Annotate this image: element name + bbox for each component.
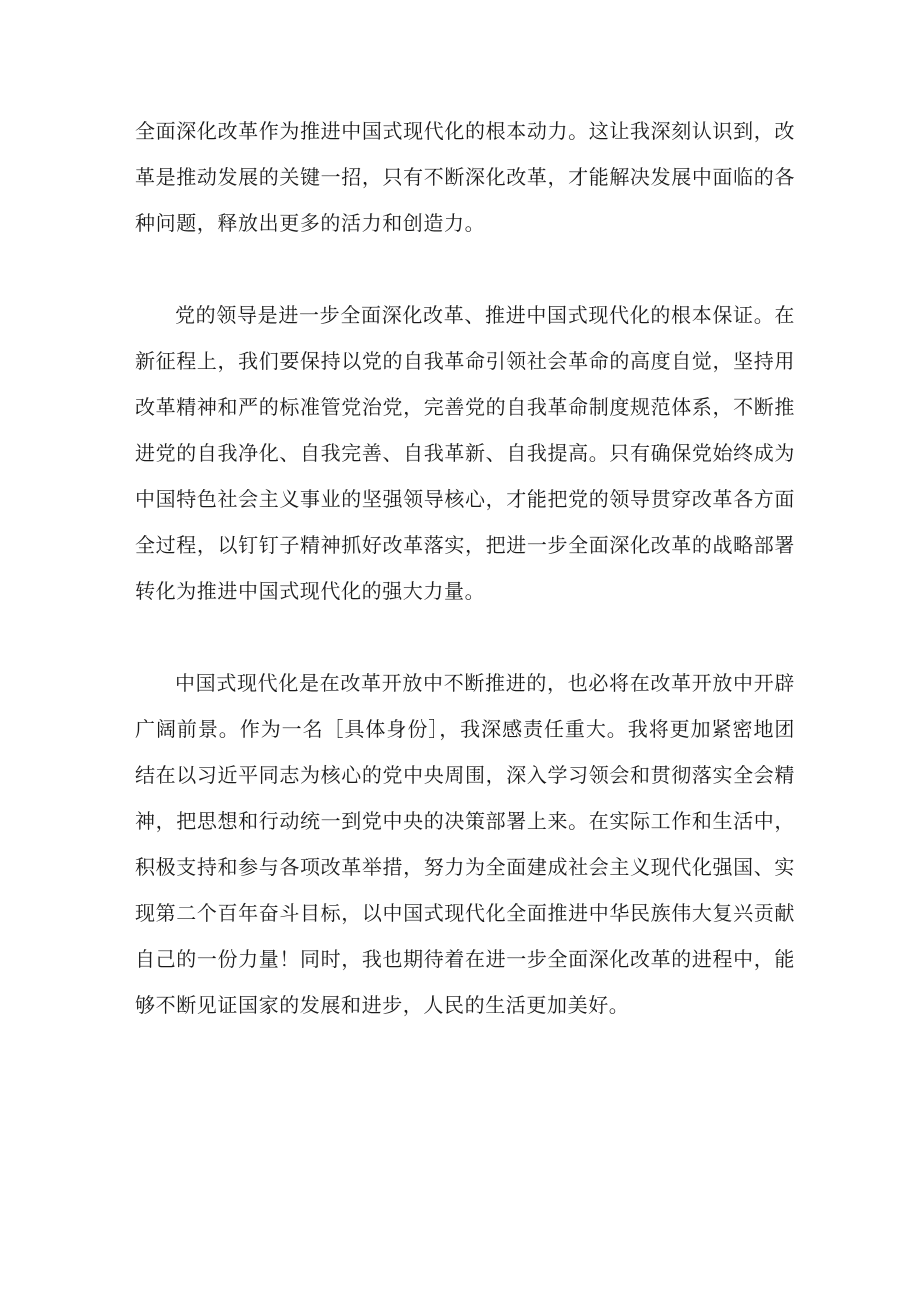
paragraph-1: 全面深化改革作为推进中国式现代化的根本动力。这让我深刻认识到，改革是推动发展的关键一招，只有不断深化改革，才能解决发展中面临的各种问题，释放出更多的活力和创造力。 xyxy=(135,119,795,235)
paragraph-3: 中国式现代化是在改革开放中不断推进的，也必将在改革开放中开辟广阔前景。作为一名［具体身份］，我深感责任重大。我将更加紧密地团结在以习近平同志为核心的党中央周围，深入学习领会和贯彻落实全会精神，把思想和行动统一到党中央的决策部署上来。在实际工作和生活中，积极支持和参与各项改革举措，努力为全面建成社会主义现代化强国、实现第二个百年奋斗目标，以中国式现代化全面推进中华民族伟大复兴贡献自己的一份力量！同时，我也期待着在进一步全面深化改革的进程中，能够不断见证国家的发展和进步，人民的生活更加美好。 xyxy=(135,671,795,1017)
document-body xyxy=(135,108,795,1028)
paragraph-2: 党的领导是进一步全面深化改革、推进中国式现代化的根本保证。在新征程上，我们要保持以党的自我革命引领社会革命的高度自觉，坚持用改革精神和严的标准管党治党，完善党的自我革命制度规范体系，不断推进党的自我净化、自我完善、自我革新、自我提高。只有确保党始终成为中国特色社会主义事业的坚强领导核心，才能把党的领导贯穿改革各方面全过程，以钉钉子精神抓好改革落实，把进一步全面深化改革的战略部署转化为推进中国式现代化的强大力量。 xyxy=(135,303,795,603)
